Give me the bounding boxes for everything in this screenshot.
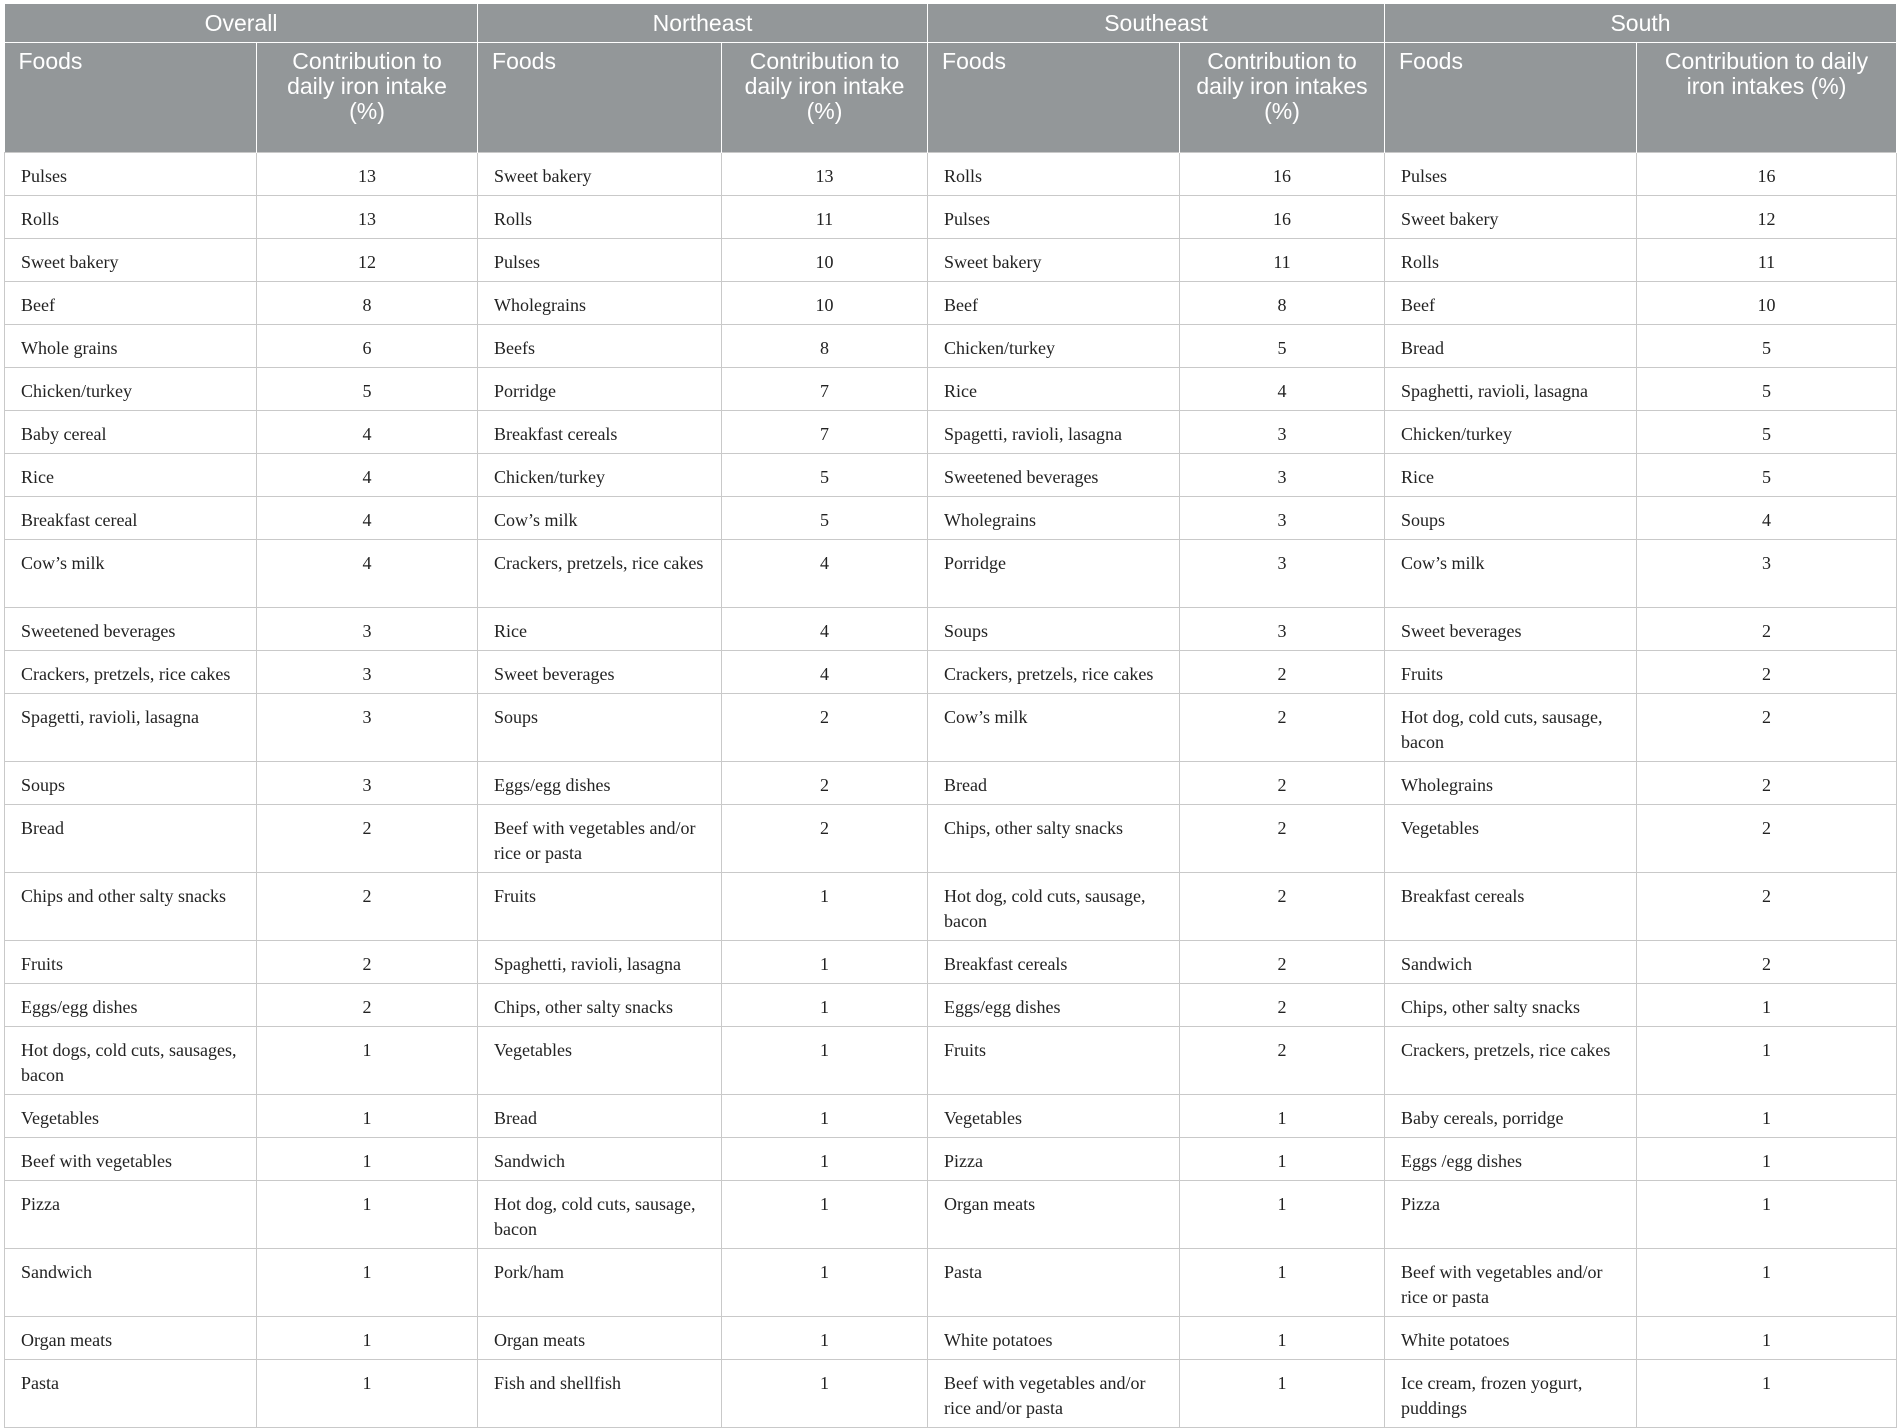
contribution-cell: 2 [1637, 805, 1897, 873]
food-cell: Wholegrains [478, 282, 722, 325]
food-cell: Hot dog, cold cuts, sausage, bacon [928, 873, 1180, 941]
food-cell: Spagetti, ravioli, lasagna [5, 694, 257, 762]
contribution-cell: 11 [1180, 239, 1385, 282]
contribution-cell: 1 [257, 1249, 478, 1317]
table-row [5, 411, 1897, 454]
contribution-cell: 3 [1180, 497, 1385, 540]
contribution-cell: 8 [1180, 282, 1385, 325]
food-cell: Sweet bakery [928, 239, 1180, 282]
contribution-cell: 5 [1180, 325, 1385, 368]
food-cell: Chicken/turkey [5, 368, 257, 411]
contribution-cell: 2 [1180, 873, 1385, 941]
contribution-cell: 10 [722, 239, 928, 282]
contribution-cell: 3 [1180, 608, 1385, 651]
food-cell: Chips, other salty snacks [928, 805, 1180, 873]
food-cell: Pulses [928, 196, 1180, 239]
table-row [5, 497, 1897, 540]
column-header-foods: Foods [1385, 43, 1637, 153]
contribution-cell: 5 [1637, 411, 1897, 454]
food-cell: Baby cereal [5, 411, 257, 454]
contribution-cell: 5 [257, 368, 478, 411]
table-row [5, 1095, 1897, 1138]
contribution-cell: 4 [722, 540, 928, 608]
contribution-cell: 12 [257, 239, 478, 282]
contribution-cell: 16 [1180, 153, 1385, 196]
food-cell: Breakfast cereals [928, 941, 1180, 984]
food-cell: Pizza [928, 1138, 1180, 1181]
food-cell: Hot dogs, cold cuts, sausages, bacon [5, 1027, 257, 1095]
contribution-cell: 1 [1180, 1360, 1385, 1428]
food-cell: Crackers, pretzels, rice cakes [1385, 1027, 1637, 1095]
food-cell: Wholegrains [1385, 762, 1637, 805]
food-cell: Rice [5, 454, 257, 497]
column-header-row [5, 43, 1897, 153]
food-cell: Baby cereals, porridge [1385, 1095, 1637, 1138]
food-cell: Spaghetti, ravioli, lasagna [478, 941, 722, 984]
contribution-cell: 11 [722, 196, 928, 239]
food-cell: Rolls [1385, 239, 1637, 282]
food-cell: Rice [478, 608, 722, 651]
food-cell: Sweet beverages [478, 651, 722, 694]
table-row [5, 454, 1897, 497]
food-cell: Pulses [478, 239, 722, 282]
food-cell: Crackers, pretzels, rice cakes [478, 540, 722, 608]
contribution-cell: 4 [257, 454, 478, 497]
food-cell: Bread [5, 805, 257, 873]
food-cell: Beef [928, 282, 1180, 325]
contribution-cell: 3 [257, 694, 478, 762]
contribution-cell: 2 [1637, 608, 1897, 651]
contribution-cell: 2 [722, 762, 928, 805]
food-cell: Soups [928, 608, 1180, 651]
contribution-cell: 16 [1637, 153, 1897, 196]
food-cell: Chips, other salty snacks [478, 984, 722, 1027]
contribution-cell: 1 [722, 1360, 928, 1428]
food-cell: Beef [5, 282, 257, 325]
contribution-cell: 1 [1637, 1181, 1897, 1249]
food-cell: Sandwich [5, 1249, 257, 1317]
food-cell: Spagetti, ravioli, lasagna [928, 411, 1180, 454]
table-row [5, 282, 1897, 325]
food-cell: Pork/ham [478, 1249, 722, 1317]
contribution-cell: 1 [1180, 1249, 1385, 1317]
contribution-cell: 1 [1180, 1181, 1385, 1249]
contribution-cell: 1 [1180, 1317, 1385, 1360]
contribution-cell: 2 [1180, 694, 1385, 762]
contribution-cell: 2 [722, 805, 928, 873]
table-row [5, 239, 1897, 282]
food-cell: Sweetened beverages [5, 608, 257, 651]
contribution-cell: 2 [1637, 762, 1897, 805]
iron-intake-table [4, 4, 1897, 1428]
contribution-cell: 13 [257, 196, 478, 239]
food-cell: Eggs/egg dishes [478, 762, 722, 805]
contribution-cell: 1 [1637, 1027, 1897, 1095]
contribution-cell: 1 [1637, 1317, 1897, 1360]
contribution-cell: 1 [257, 1317, 478, 1360]
food-cell: Pulses [1385, 153, 1637, 196]
contribution-cell: 2 [1180, 984, 1385, 1027]
contribution-cell: 6 [257, 325, 478, 368]
contribution-cell: 1 [722, 1181, 928, 1249]
food-cell: Soups [5, 762, 257, 805]
contribution-cell: 1 [722, 941, 928, 984]
food-cell: Fruits [1385, 651, 1637, 694]
food-cell: Cow’s milk [478, 497, 722, 540]
food-cell: Sweet bakery [5, 239, 257, 282]
food-cell: Beefs [478, 325, 722, 368]
food-cell: Sandwich [1385, 941, 1637, 984]
table-row [5, 608, 1897, 651]
food-cell: Organ meats [928, 1181, 1180, 1249]
food-cell: Eggs/egg dishes [928, 984, 1180, 1027]
table-row [5, 368, 1897, 411]
table-row [5, 1249, 1897, 1317]
contribution-cell: 2 [1637, 941, 1897, 984]
contribution-cell: 12 [1637, 196, 1897, 239]
contribution-cell: 1 [257, 1095, 478, 1138]
contribution-cell: 1 [1180, 1095, 1385, 1138]
food-cell: Pulses [5, 153, 257, 196]
contribution-cell: 4 [257, 411, 478, 454]
contribution-cell: 3 [257, 651, 478, 694]
column-header-contribution: Contribution to daily iron intake (%) [722, 43, 928, 153]
contribution-cell: 13 [257, 153, 478, 196]
contribution-cell: 2 [1637, 651, 1897, 694]
food-cell: Bread [928, 762, 1180, 805]
food-cell: Soups [1385, 497, 1637, 540]
contribution-cell: 1 [722, 1027, 928, 1095]
region-header-northeast: Northeast [478, 4, 928, 43]
contribution-cell: 1 [722, 1317, 928, 1360]
food-cell: Wholegrains [928, 497, 1180, 540]
table-row [5, 325, 1897, 368]
table-row [5, 196, 1897, 239]
food-cell: Beef with vegetables and/or rice or pasta [478, 805, 722, 873]
contribution-cell: 1 [722, 1095, 928, 1138]
contribution-cell: 3 [1180, 454, 1385, 497]
region-header-southeast: Southeast [928, 4, 1385, 43]
food-cell: Sweet bakery [478, 153, 722, 196]
contribution-cell: 10 [722, 282, 928, 325]
column-header-foods: Foods [5, 43, 257, 153]
contribution-cell: 5 [1637, 325, 1897, 368]
table-row [5, 984, 1897, 1027]
column-header-contribution: Contribution to daily iron intakes (%) [1637, 43, 1897, 153]
contribution-cell: 8 [722, 325, 928, 368]
contribution-cell: 5 [1637, 454, 1897, 497]
food-cell: Breakfast cereals [478, 411, 722, 454]
food-cell: Sweet bakery [1385, 196, 1637, 239]
contribution-cell: 1 [1637, 1138, 1897, 1181]
food-cell: White potatoes [928, 1317, 1180, 1360]
food-cell: Chicken/turkey [478, 454, 722, 497]
table-row [5, 941, 1897, 984]
food-cell: Fruits [928, 1027, 1180, 1095]
contribution-cell: 4 [257, 497, 478, 540]
food-cell: Vegetables [5, 1095, 257, 1138]
food-cell: Sweet beverages [1385, 608, 1637, 651]
contribution-cell: 2 [257, 941, 478, 984]
food-cell: Organ meats [478, 1317, 722, 1360]
contribution-cell: 2 [257, 873, 478, 941]
iron-intake-table-container [4, 4, 1896, 1428]
food-cell: Vegetables [1385, 805, 1637, 873]
food-cell: Fruits [5, 941, 257, 984]
food-cell: Spaghetti, ravioli, lasagna [1385, 368, 1637, 411]
contribution-cell: 1 [1180, 1138, 1385, 1181]
food-cell: Chicken/turkey [1385, 411, 1637, 454]
food-cell: Porridge [478, 368, 722, 411]
food-cell: Cow’s milk [1385, 540, 1637, 608]
table-row [5, 1138, 1897, 1181]
table-row [5, 651, 1897, 694]
food-cell: Crackers, pretzels, rice cakes [928, 651, 1180, 694]
food-cell: Porridge [928, 540, 1180, 608]
contribution-cell: 1 [722, 1138, 928, 1181]
food-cell: Rice [1385, 454, 1637, 497]
food-cell: Eggs /egg dishes [1385, 1138, 1637, 1181]
region-header-south: South [1385, 4, 1897, 43]
column-header-foods: Foods [928, 43, 1180, 153]
contribution-cell: 1 [1637, 984, 1897, 1027]
column-header-contribution: Contribution to daily iron intake (%) [257, 43, 478, 153]
table-row [5, 694, 1897, 762]
contribution-cell: 8 [257, 282, 478, 325]
table-row [5, 762, 1897, 805]
table-body [5, 153, 1897, 1428]
food-cell: Pasta [5, 1360, 257, 1428]
contribution-cell: 3 [257, 762, 478, 805]
food-cell: Beef [1385, 282, 1637, 325]
food-cell: Bread [478, 1095, 722, 1138]
contribution-cell: 4 [1180, 368, 1385, 411]
contribution-cell: 5 [1637, 368, 1897, 411]
food-cell: Rolls [5, 196, 257, 239]
food-cell: Cow’s milk [928, 694, 1180, 762]
food-cell: Sweetened beverages [928, 454, 1180, 497]
contribution-cell: 1 [1637, 1249, 1897, 1317]
food-cell: Rolls [478, 196, 722, 239]
table-row [5, 1181, 1897, 1249]
contribution-cell: 4 [722, 651, 928, 694]
table-row [5, 153, 1897, 196]
contribution-cell: 1 [257, 1138, 478, 1181]
food-cell: Beef with vegetables and/or rice or pasta [1385, 1249, 1637, 1317]
food-cell: Pizza [1385, 1181, 1637, 1249]
contribution-cell: 2 [1180, 762, 1385, 805]
table-row [5, 1317, 1897, 1360]
food-cell: Soups [478, 694, 722, 762]
contribution-cell: 2 [257, 805, 478, 873]
contribution-cell: 1 [722, 984, 928, 1027]
food-cell: Chips, other salty snacks [1385, 984, 1637, 1027]
food-cell: Vegetables [928, 1095, 1180, 1138]
contribution-cell: 1 [257, 1181, 478, 1249]
contribution-cell: 2 [257, 984, 478, 1027]
food-cell: Ice cream, frozen yogurt, puddings [1385, 1360, 1637, 1428]
food-cell: Breakfast cereals [1385, 873, 1637, 941]
contribution-cell: 3 [1637, 540, 1897, 608]
contribution-cell: 1 [1637, 1360, 1897, 1428]
column-header-foods: Foods [478, 43, 722, 153]
contribution-cell: 2 [1180, 1027, 1385, 1095]
food-cell: Beef with vegetables [5, 1138, 257, 1181]
contribution-cell: 2 [1180, 941, 1385, 984]
contribution-cell: 13 [722, 153, 928, 196]
contribution-cell: 1 [257, 1027, 478, 1095]
contribution-cell: 3 [1180, 540, 1385, 608]
contribution-cell: 2 [1637, 873, 1897, 941]
food-cell: Crackers, pretzels, rice cakes [5, 651, 257, 694]
food-cell: Fish and shellfish [478, 1360, 722, 1428]
food-cell: Fruits [478, 873, 722, 941]
food-cell: Rolls [928, 153, 1180, 196]
food-cell: Hot dog, cold cuts, sausage, bacon [478, 1181, 722, 1249]
contribution-cell: 2 [722, 694, 928, 762]
food-cell: Eggs/egg dishes [5, 984, 257, 1027]
contribution-cell: 10 [1637, 282, 1897, 325]
food-cell: Cow’s milk [5, 540, 257, 608]
table-row [5, 1360, 1897, 1428]
contribution-cell: 4 [257, 540, 478, 608]
table-row [5, 1027, 1897, 1095]
food-cell: Sandwich [478, 1138, 722, 1181]
region-header-row [5, 4, 1897, 43]
food-cell: Chips and other salty snacks [5, 873, 257, 941]
contribution-cell: 7 [722, 411, 928, 454]
contribution-cell: 1 [257, 1360, 478, 1428]
food-cell: Chicken/turkey [928, 325, 1180, 368]
contribution-cell: 4 [1637, 497, 1897, 540]
contribution-cell: 2 [1637, 694, 1897, 762]
region-header-overall: Overall [5, 4, 478, 43]
table-row [5, 873, 1897, 941]
contribution-cell: 2 [1180, 805, 1385, 873]
contribution-cell: 1 [722, 1249, 928, 1317]
table-row [5, 540, 1897, 608]
contribution-cell: 5 [722, 454, 928, 497]
contribution-cell: 4 [722, 608, 928, 651]
contribution-cell: 11 [1637, 239, 1897, 282]
food-cell: Organ meats [5, 1317, 257, 1360]
food-cell: Bread [1385, 325, 1637, 368]
food-cell: Rice [928, 368, 1180, 411]
contribution-cell: 1 [1637, 1095, 1897, 1138]
contribution-cell: 16 [1180, 196, 1385, 239]
food-cell: Vegetables [478, 1027, 722, 1095]
food-cell: Beef with vegetables and/or rice and/or pasta [928, 1360, 1180, 1428]
contribution-cell: 1 [722, 873, 928, 941]
food-cell: Hot dog, cold cuts, sausage, bacon [1385, 694, 1637, 762]
contribution-cell: 3 [257, 608, 478, 651]
contribution-cell: 5 [722, 497, 928, 540]
contribution-cell: 7 [722, 368, 928, 411]
food-cell: Pizza [5, 1181, 257, 1249]
contribution-cell: 3 [1180, 411, 1385, 454]
table-row [5, 805, 1897, 873]
contribution-cell: 2 [1180, 651, 1385, 694]
food-cell: Breakfast cereal [5, 497, 257, 540]
food-cell: Whole grains [5, 325, 257, 368]
food-cell: Pasta [928, 1249, 1180, 1317]
column-header-contribution: Contribution to daily iron intakes (%) [1180, 43, 1385, 153]
food-cell: White potatoes [1385, 1317, 1637, 1360]
